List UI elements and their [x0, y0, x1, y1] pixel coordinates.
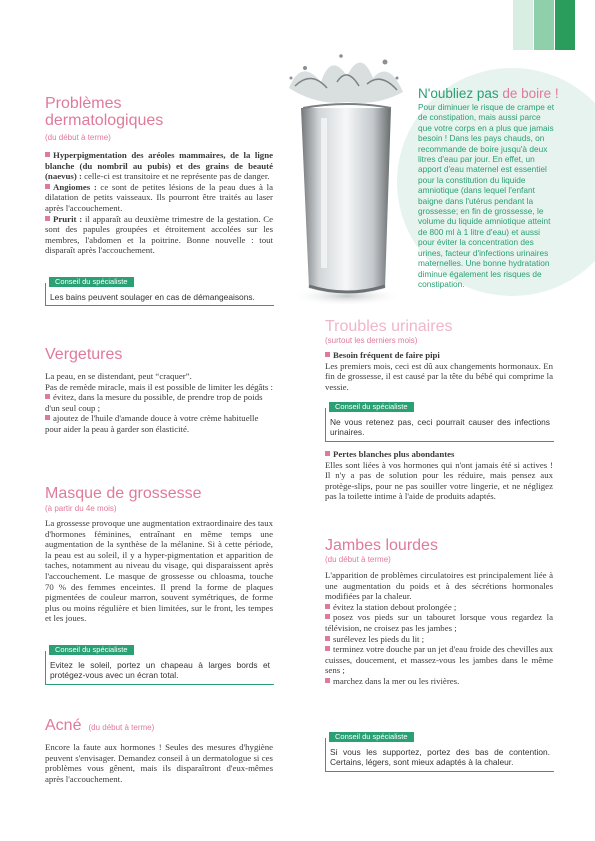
derm-p3-text: il apparaît au deuxième trimestre de la gestation. Ce sont des papules groupées et étroitement accolées sur les membres, l'abdomen et la poitrine. Bonne nouvelle : tout disparaît après l'accouchement.	[45, 213, 274, 256]
conseil-label: Conseil du spécialiste	[49, 277, 134, 287]
vergetures-p2: Pas de remède miracle, mais il est possible de limiter les dégâts :	[45, 381, 273, 392]
acne-title: Acné	[45, 717, 82, 734]
troubles-subtitle: (surtout les derniers mois)	[325, 336, 418, 345]
derm-title-line1: Problèmes	[45, 95, 122, 112]
vergetures-b1-text: évitez, dans la mesure du possible, de prendre trop de poids d'un seul coup ;	[45, 392, 263, 413]
acne-body	[45, 742, 273, 784]
vergetures-p1: La peau, en se distendant, peut “craquer”.	[45, 371, 192, 381]
troubles-body-2	[325, 449, 553, 502]
jambes-body	[325, 570, 553, 687]
vergetures-bullet-1	[45, 392, 273, 413]
jambes-b2-text: posez vos pieds sur un tabouret lorsque vous regardez la télévision, ne croisez pas les jambes ;	[325, 612, 553, 633]
acne-text: Encore la faute aux hormones ! Seules des mesures d'hygiène peuvent s'envisager. Demandez conseil à un dermatologue si ces problèmes vous gênent, mais ils disparaîtront d'eux-mêmes après l'accouchement.	[45, 742, 273, 784]
bullet-square-icon	[325, 636, 330, 641]
jambes-bullet-1	[325, 602, 553, 613]
conseil-label: Conseil du spécialiste	[49, 645, 134, 655]
derm-conseil-box	[45, 277, 274, 306]
troubles-body-1	[325, 350, 553, 392]
jambes-bullet-2	[325, 612, 553, 633]
derm-p1-bold: Hyperpigmentation des aréoles mammaires, de la ligne blanche (du nombril au pubis) et des grains de beauté (naevus) :	[45, 150, 273, 182]
acne-heading	[45, 717, 154, 735]
boire-title	[418, 87, 559, 101]
derm-subtitle: (du début à terme)	[45, 133, 111, 142]
troubles-p1: Les premiers mois, ceci est dû aux changements hormonaux. En fin de grossesse, il est causé par la tête du bébé qui comprime la vessie.	[325, 360, 553, 392]
jambes-title: Jambes lourdes	[325, 537, 438, 554]
bullet-square-icon	[325, 678, 330, 683]
bullet-square-icon	[325, 451, 330, 456]
masque-subtitle: (à partir du 4e mois)	[45, 504, 117, 513]
conseil-text: Les bains peuvent soulager en cas de démangeaisons.	[50, 292, 255, 302]
derm-body	[45, 150, 273, 256]
derm-p2-bold: Angiomes :	[53, 181, 97, 192]
derm-title	[45, 95, 245, 129]
derm-para-2	[45, 182, 273, 214]
derm-para-3	[45, 214, 273, 256]
bullet-square-icon	[45, 216, 50, 221]
bullet-square-icon	[325, 646, 330, 651]
jambes-b3-text: surélevez les pieds du lit ;	[333, 633, 425, 644]
boire-title-b: de boire !	[498, 86, 559, 101]
jambes-b4-text: terminez votre douche par un jet d'eau froide des chevilles aux cuisses, doucement, et massez-vous les jambes dans le même sens ;	[325, 644, 553, 676]
troubles-conseil-box	[325, 402, 554, 442]
derm-title-line2: dermatologiques	[45, 112, 164, 129]
vergetures-body	[45, 371, 273, 435]
conseil-label: Conseil du spécialiste	[329, 402, 414, 412]
jambes-bullet-4	[325, 644, 553, 676]
bullet-square-icon	[45, 415, 50, 420]
troubles-title: Troubles urinaires	[325, 318, 453, 335]
jambes-subtitle: (du début à terme)	[325, 555, 391, 564]
derm-p2-text: ce sont de petites lésions de la peau dues à la dilatation de petits vaisseaux. Ils pourront être traités au laser après l'accouchement.	[45, 181, 273, 213]
conseil-text: Evitez le soleil, portez un chapeau à larges bords et protégez-vous avec un écran total.	[50, 660, 270, 681]
derm-p1-text: celle-ci est transitoire et ne représente pas de danger.	[81, 171, 270, 182]
troubles-h2	[325, 449, 553, 460]
vergetures-b2-text: ajoutez de l'huile d'amande douce à votre crème habituelle pour aider la peau à garder son élasticité.	[45, 413, 259, 434]
bullet-square-icon	[45, 394, 50, 399]
bullet-square-icon	[325, 604, 330, 609]
acne-subtitle: (du début à terme)	[88, 723, 155, 732]
vergetures-bullet-2	[45, 413, 273, 434]
jambes-b1-text: évitez la station debout prolongée ;	[333, 601, 457, 612]
jambes-p1: L'apparition de problèmes circulatoires est principalement liée à une augmentation du poids et à des sécrétions hormonales modifiées par la chaleur.	[325, 570, 553, 602]
conseil-label: Conseil du spécialiste	[329, 732, 414, 742]
vergetures-title: Vergetures	[45, 346, 123, 363]
derm-para-1	[45, 150, 273, 182]
jambes-bullet-5	[325, 676, 553, 687]
troubles-h1-text: Besoin fréquent de faire pipi	[333, 350, 440, 360]
stripe-light	[513, 0, 533, 50]
boire-text: Pour diminuer le risque de crampe et de constipation, mais aussi parce que votre corps en a plus que jamais besoin ! Dans les pays chauds, on recommande de boire jusqu'à deux litres d'eau par jour. En effet, un apport d'eau maternel est essentiel pour la constitution du liquide amniotique (dans lequel l'enfant baigne dans l'utérus pendant la grossesse; en fin de grossesse, le volume du liquide amniotique atteint de 800 ml à 1 litre d'eau) et aussi pour éviter la concentration des urines, facteur d'infections urinaires maternelles. Une bonne hydratation diminue également les risques de constipation.	[418, 102, 555, 289]
stripe-mid	[534, 0, 554, 50]
masque-title: Masque de grossesse	[45, 485, 202, 502]
water-glass-image	[281, 48, 411, 310]
masque-conseil-box	[45, 645, 274, 685]
jambes-bullet-3	[325, 634, 553, 645]
boire-title-a: N'oubliez pas	[418, 86, 499, 101]
jambes-conseil-box	[325, 732, 554, 772]
bullet-square-icon	[325, 352, 330, 357]
troubles-p2: Elles sont liées à vos hormones qui n'ont jamais été si actives ! Il n'y a pas de solution pour les réduire, mais pensez aux protège-slips, pour ne pas souiller votre lingerie, et ne négligez pas la toilette intime à l'aide de produits adaptés.	[325, 459, 553, 502]
troubles-h1	[325, 350, 553, 361]
bullet-square-icon	[45, 184, 50, 189]
masque-body	[45, 518, 273, 624]
jambes-b5-text: marchez dans la mer ou les rivières.	[333, 675, 460, 686]
derm-p3-bold: Prurit :	[53, 213, 83, 224]
bullet-square-icon	[325, 614, 330, 619]
conseil-text: Si vous les supportez, portez des bas de contention. Certains, légers, sont mieux adaptés à la chaleur.	[330, 747, 550, 768]
bullet-square-icon	[45, 152, 50, 157]
header-stripes	[512, 0, 595, 50]
stripe-dark	[555, 0, 575, 50]
troubles-h2-text: Pertes blanches plus abondantes	[333, 449, 455, 459]
masque-text: La grossesse provoque une augmentation extraordinaire des taux d'hormones féminines, entraînant en même temps une augmentation de la synthèse de la mélanine. Si à cette période, la peau est au soleil, il y a hyper-pigmentation et apparition de taches, notamment au niveau du visage, qui disparaissent après l'accouchement. Le masque de grossesse ou chloasma, touche 70 % des femmes enceintes. Il prend la forme de plaques pigmentées de couleur marron, souvent symétriques, de forme plus ou moins régulière et bien limitées, sur le front, les tempes et les joues.	[45, 518, 273, 624]
conseil-text: Ne vous retenez pas, ceci pourrait causer des infections urinaires.	[330, 417, 550, 438]
